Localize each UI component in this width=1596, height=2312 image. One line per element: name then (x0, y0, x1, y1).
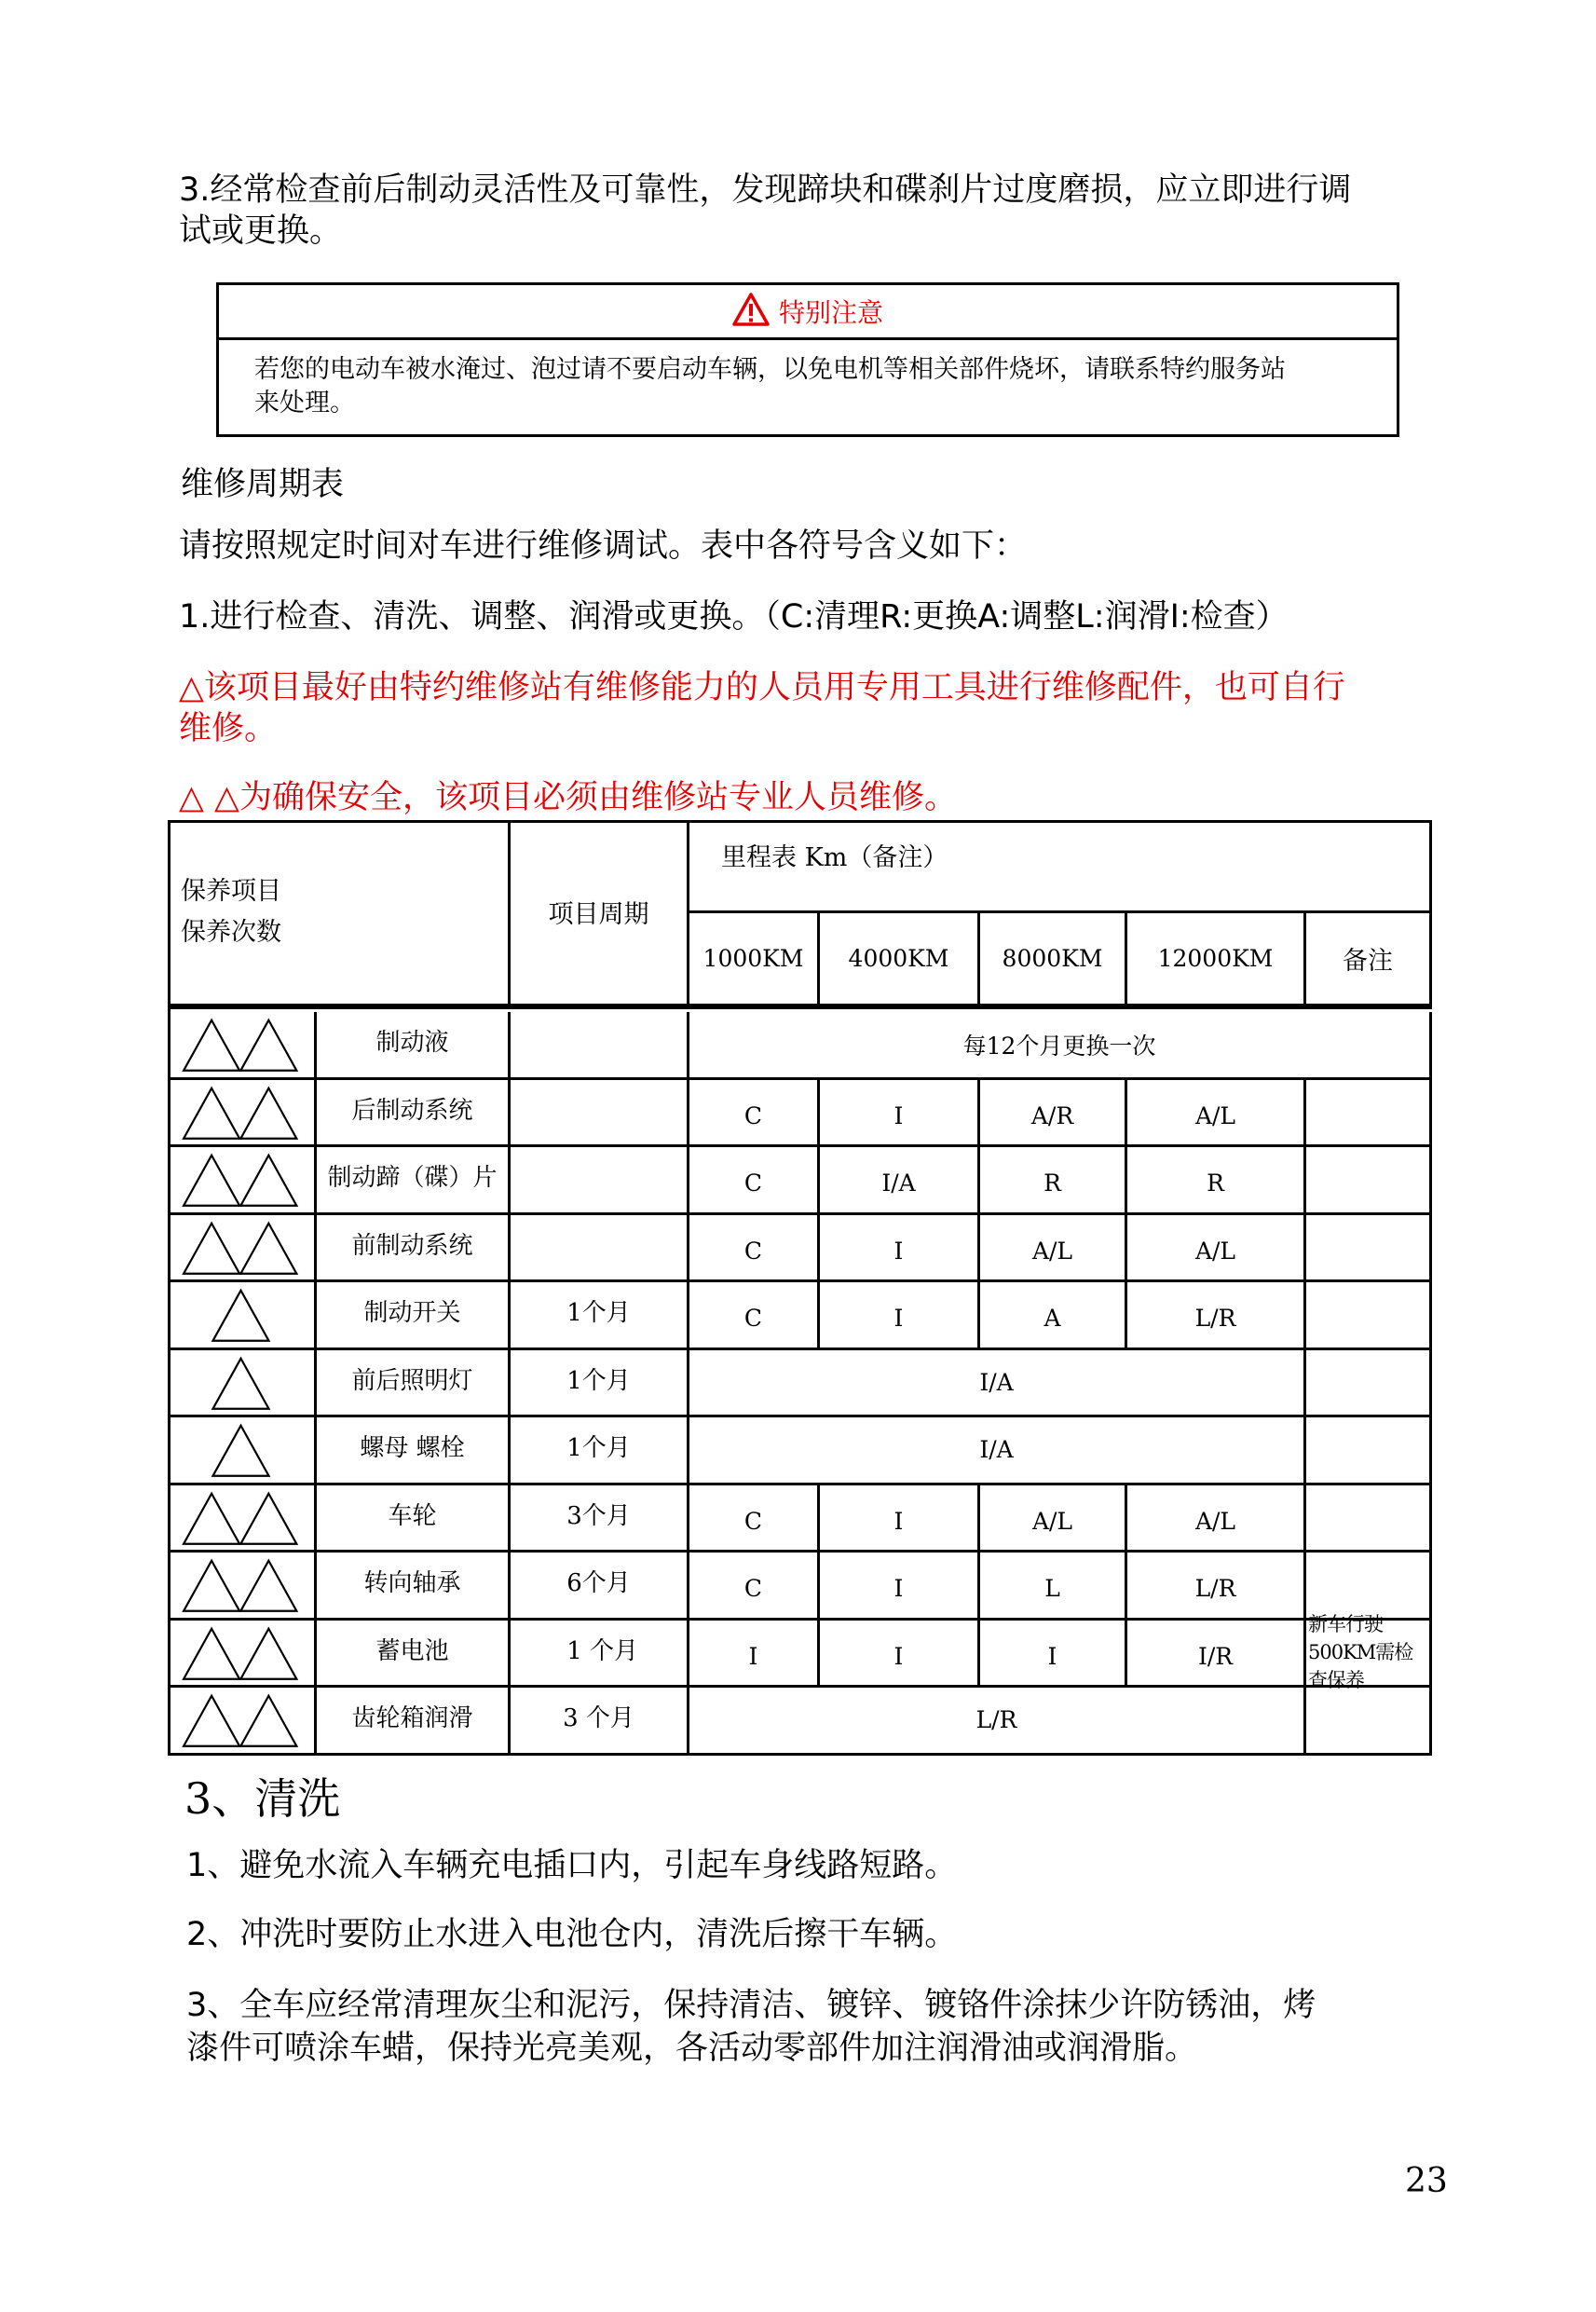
double-triangle-icon (168, 1483, 314, 1553)
row-5-remark (1306, 1282, 1432, 1350)
row-11-period: 3 个月 (511, 1688, 689, 1756)
header-item-label-2: 保养次数 (181, 917, 281, 947)
section-title: 维修周期表 (181, 466, 345, 503)
row-6-period: 1个月 (511, 1350, 689, 1418)
single-triangle-icon (168, 1348, 314, 1418)
row-2-remark (1306, 1080, 1432, 1148)
row-3-item-name: 制动蹄（碟）片 (317, 1147, 511, 1215)
row-4-item-name: 前制动系统 (317, 1215, 511, 1283)
special-notice-box (216, 282, 1399, 437)
maintenance-table (168, 820, 1432, 1754)
row-9-km-3: L (980, 1553, 1127, 1621)
row-10-item-name: 蓄电池 (317, 1621, 511, 1689)
cleaning-item-1: 1、避免水流入车辆充电插口内，引起车身线路短路。 (186, 1847, 958, 1884)
row-3-km-2: I/A (820, 1147, 980, 1215)
row-8-period: 3个月 (511, 1485, 689, 1553)
row-4-triangles (168, 1215, 317, 1283)
row-5-km-2: I (820, 1282, 980, 1350)
row-3-km-4: R (1127, 1147, 1306, 1215)
row-6-merged-value: I/A (689, 1350, 1306, 1418)
double-triangle-icon (168, 1685, 314, 1756)
row-8-km-2: I (820, 1485, 980, 1553)
row-3-period (511, 1147, 689, 1215)
double-triangle-icon (168, 1144, 314, 1215)
header-period-cell: 项目周期 (511, 820, 689, 1006)
row-11-item-name: 齿轮箱润滑 (317, 1688, 511, 1756)
single-triangle-icon (168, 1279, 314, 1350)
notice-line-2: 来处理。 (254, 389, 355, 417)
row-1-triangles (168, 1012, 317, 1080)
double-triangle-icon (168, 1550, 314, 1621)
header-km-3: 8000KM (980, 913, 1127, 1006)
header-km-1: 1000KM (689, 913, 820, 1006)
row-2-km-2: I (820, 1080, 980, 1148)
row-1-merged-value: 每12个月更换一次 (689, 1012, 1432, 1080)
header-item-cell (168, 820, 511, 1006)
row-8-item-name: 车轮 (317, 1485, 511, 1553)
row-3-km-3: R (980, 1147, 1127, 1215)
row-4-period (511, 1215, 689, 1283)
row-8-km-1: C (689, 1485, 820, 1553)
row-4-km-3: A/L (980, 1215, 1127, 1283)
row-2-period (511, 1080, 689, 1148)
row-11-triangles (168, 1688, 317, 1756)
row-5-period: 1个月 (511, 1282, 689, 1350)
intro-line-2: 试或更换。 (179, 212, 343, 250)
row-2-km-3: A/R (980, 1080, 1127, 1148)
header-remark-cell: 备注 (1306, 913, 1432, 1006)
row-8-remark (1306, 1485, 1432, 1553)
row-9-period: 6个月 (511, 1553, 689, 1621)
row-7-merged-value: I/A (689, 1417, 1306, 1485)
cleaning-title: 3、清洗 (184, 1773, 341, 1824)
header-km-4: 12000KM (1127, 913, 1306, 1006)
row-9-km-1: C (689, 1553, 820, 1621)
row-2-km-1: C (689, 1080, 820, 1148)
row-10-km-3: I (980, 1621, 1127, 1689)
legend-text: 1.进行检查、清洗、调整、润滑或更换。（C:清理R:更换A:调整L:润滑I:检查） (179, 598, 1289, 636)
single-triangle-note-line-1: △该项目最好由特约维修站有维修能力的人员用专用工具进行维修配件，也可自行 (179, 669, 1345, 706)
row-3-triangles (168, 1147, 317, 1215)
row-4-km-4: A/L (1127, 1215, 1306, 1283)
header-double-line (168, 1006, 1432, 1009)
cleaning-item-2: 2、冲洗时要防止水进入电池仓内，清洗后擦干车辆。 (186, 1916, 958, 1953)
double-triangle-note: △ △为确保安全，该项目必须由维修站专业人员维修。 (179, 779, 957, 816)
intro-line-1: 3.经常检查前后制动灵活性及可靠性，发现蹄块和碟刹片过度磨损，应立即进行调 (179, 171, 1352, 209)
row-4-remark (1306, 1215, 1432, 1283)
double-triangle-icon (168, 1077, 314, 1148)
cleaning-item-3-line-1: 3、全车应经常清理灰尘和泥污，保持清洁、镀锌、镀铬件涂抹少许防锈油，烤 (186, 1987, 1316, 2024)
row-7-triangles (168, 1417, 317, 1485)
row-9-km-4: L/R (1127, 1553, 1306, 1621)
double-triangle-icon (168, 1212, 314, 1283)
header-odometer-cell: 里程表 Km（备注） (689, 820, 1432, 913)
row-2-km-4: A/L (1127, 1080, 1306, 1148)
header-km-2: 4000KM (820, 913, 980, 1006)
row-10-km-2: I (820, 1621, 980, 1689)
row-6-remark (1306, 1350, 1432, 1418)
page-number: 23 (1405, 2162, 1448, 2200)
cleaning-item-3-line-2: 漆件可喷涂车蜡，保持光亮美观，各活动零部件加注润滑油或润滑脂。 (186, 2030, 1198, 2067)
row-3-km-1: C (689, 1147, 820, 1215)
notice-header (219, 285, 1397, 340)
notice-title: 特别注意 (778, 297, 883, 328)
row-9-item-name: 转向轴承 (317, 1553, 511, 1621)
row-8-triangles (168, 1485, 317, 1553)
row-8-km-3: A/L (980, 1485, 1127, 1553)
row-6-item-name: 前后照明灯 (317, 1350, 511, 1418)
row-7-remark (1306, 1417, 1432, 1485)
single-triangle-note-line-2: 维修。 (179, 710, 278, 747)
single-triangle-icon (168, 1415, 314, 1485)
row-5-km-3: A (980, 1282, 1127, 1350)
row-11-remark (1306, 1688, 1432, 1756)
row-10-triangles (168, 1621, 317, 1689)
row-10-period: 1 个月 (511, 1621, 689, 1689)
row-1-item-name: 制动液 (317, 1012, 511, 1080)
row-11-merged-value: L/R (689, 1688, 1306, 1756)
row-5-triangles (168, 1282, 317, 1350)
row-4-km-1: C (689, 1215, 820, 1283)
row-4-km-2: I (820, 1215, 980, 1283)
row-10-km-1: I (689, 1621, 820, 1689)
row-10-remark: 新车行驶500KM需检查保养 (1306, 1621, 1432, 1689)
row-9-km-2: I (820, 1553, 980, 1621)
notice-body (219, 340, 1397, 420)
double-triangle-icon (168, 1618, 314, 1689)
warning-icon (732, 293, 770, 330)
row-5-item-name: 制动开关 (317, 1282, 511, 1350)
row-3-remark (1306, 1147, 1432, 1215)
row-2-item-name: 后制动系统 (317, 1080, 511, 1148)
instruction-text: 请按照规定时间对车进行维修调试。表中各符号含义如下： (179, 527, 1028, 565)
row-8-km-4: A/L (1127, 1485, 1306, 1553)
row-5-km-4: L/R (1127, 1282, 1306, 1350)
row-10-km-4: I/R (1127, 1621, 1306, 1689)
row-9-triangles (168, 1553, 317, 1621)
notice-line-1: 若您的电动车被水淹过、泡过请不要启动车辆，以免电机等相关部件烧坏，请联系特约服务站 (254, 355, 1286, 384)
row-6-triangles (168, 1350, 317, 1418)
row-7-period: 1个月 (511, 1417, 689, 1485)
row-1-period (511, 1012, 689, 1080)
row-2-triangles (168, 1080, 317, 1148)
double-triangle-icon (168, 1009, 314, 1080)
header-item-label-1: 保养项目 (181, 876, 281, 906)
row-5-km-1: C (689, 1282, 820, 1350)
row-7-item-name: 螺母 螺栓 (317, 1417, 511, 1485)
